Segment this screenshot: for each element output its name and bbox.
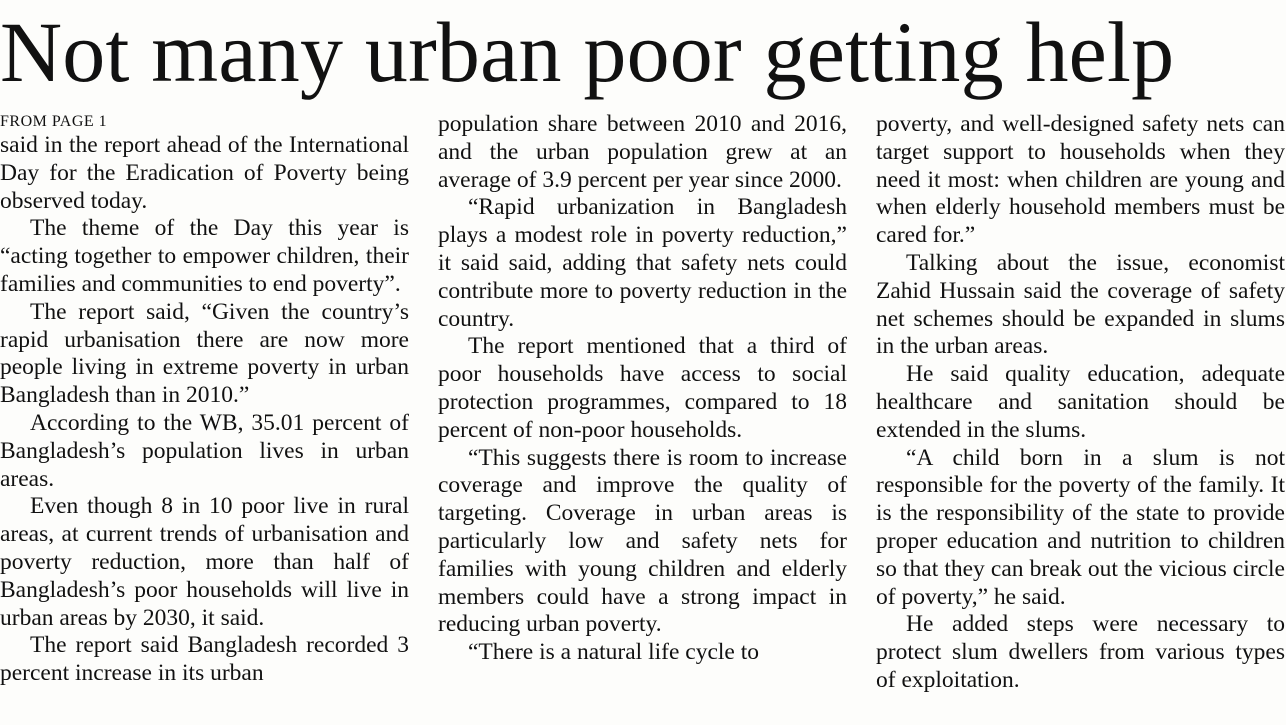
paragraph: The theme of the Day this year is “acting together to empower children, their families and communities to end poverty”.: [0, 215, 409, 297]
paragraph: said in the report ahead of the International Day for the Eradication of Poverty being observed today.: [0, 132, 409, 214]
paragraph: poverty, and well-designed safety nets can target support to households when they need it most: when children are young and when elderly household members must be cared for.”: [876, 111, 1285, 249]
column-1: [0, 112, 409, 688]
paragraph: “A child born in a slum is not responsible for the poverty of the family. It is the responsibility of the state to provide proper education and nutrition to children so that they can break out the vicious circle of poverty,” he said.: [876, 444, 1285, 610]
paragraph: He added steps were necessary to protect slum dwellers from various types of exploitation.: [876, 611, 1285, 693]
paragraph: The report said Bangladesh recorded 3 percent increase in its urban: [0, 632, 409, 687]
paragraph: According to the WB, 35.01 percent of Bangladesh’s population lives in urban areas.: [0, 409, 409, 492]
paragraph: Talking about the issue, economist Zahid Hussain said the coverage of safety net schemes should be expanded in slums in the urban areas.: [876, 249, 1285, 360]
paragraph: The report mentioned that a third of poor households have access to social protection programmes, compared to 18 percent of non-poor households.: [438, 333, 847, 443]
continuation-kicker: FROM PAGE 1: [0, 113, 108, 130]
paragraph: “There is a natural life cycle to: [468, 639, 759, 666]
column-2: [438, 111, 847, 667]
column-3: [876, 111, 1285, 695]
paragraph: The report said, “Given the country’s rapid urbanisation there are now more people living in extreme poverty in urban Bangladesh than in 2010.”: [0, 298, 409, 409]
headline: Not many urban poor getting help: [0, 4, 1175, 100]
paragraph: Even though 8 in 10 poor live in rural areas, at current trends of urbanisation and poverty reduction, more than half of Bangladesh’s poor households will live in urban areas by 2030, it said.: [0, 493, 409, 631]
paragraph: “This suggests there is room to increase coverage and improve the quality of targeting. Coverage in urban areas is particularly low and safety nets for families with young children and elderly members could have a strong impact in reducing urban poverty.: [438, 444, 847, 638]
paragraph: He said quality education, adequate healthcare and sanitation should be extended in the slums.: [876, 361, 1285, 443]
paragraph: population share between 2010 and 2016, and the urban population grew at an average of 3.9 percent per year since 2000.: [438, 111, 847, 193]
paragraph: “Rapid urbanization in Bangladesh plays a modest role in poverty reduction,” it said said, adding that safety nets could contribute more to poverty reduction in the country.: [438, 194, 847, 332]
